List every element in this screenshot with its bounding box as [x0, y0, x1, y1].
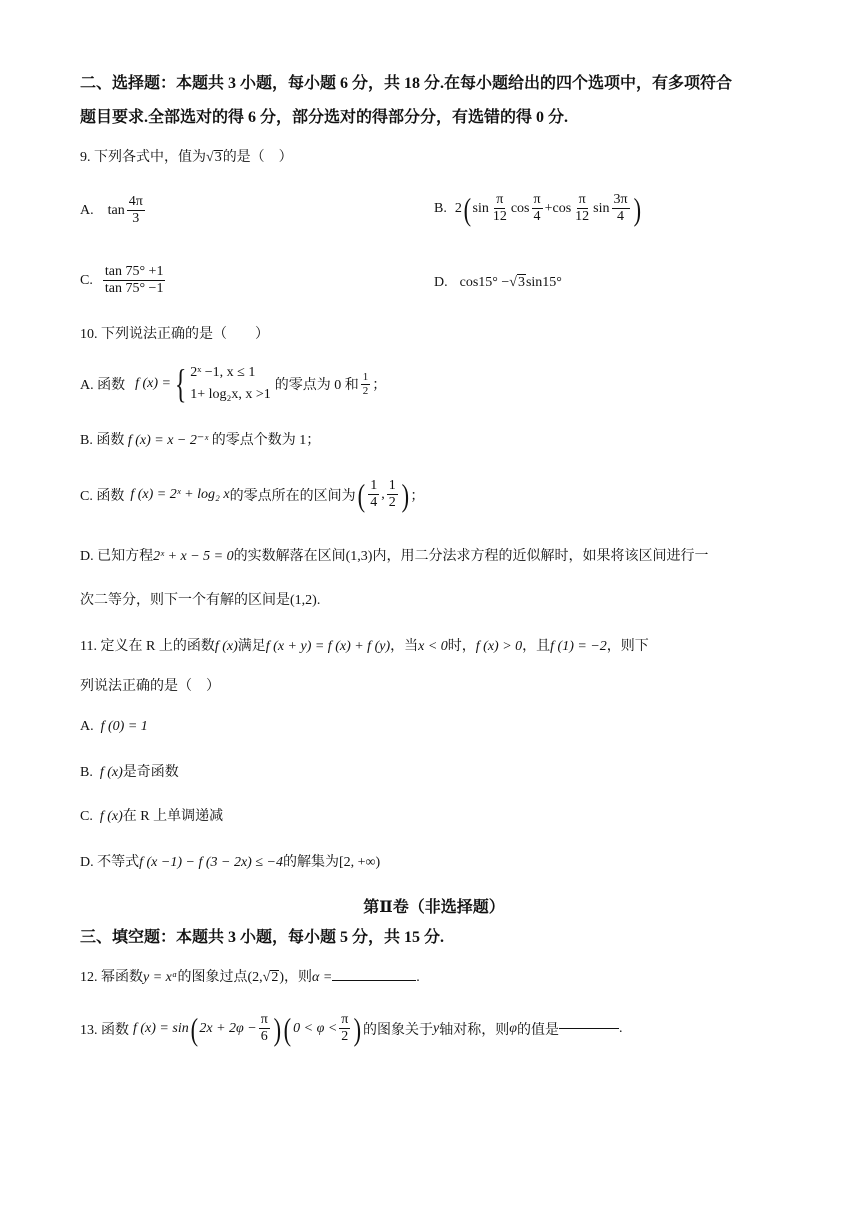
q13-text3: 轴对称，则 — [439, 1022, 510, 1038]
q11-text3: ，当 — [390, 639, 419, 654]
q12-point-a: (2, — [247, 970, 263, 985]
q9-d-expr-b: sin15° — [525, 274, 562, 290]
q11-pos: f (x) > 0 — [475, 639, 523, 654]
q10-a-case2: 1+ log₂x, x >1 — [190, 387, 271, 403]
q13-end: . — [618, 1020, 623, 1036]
q11-option-a — [80, 720, 148, 734]
q9-d-sqrt: √ 3 — [509, 275, 525, 290]
q10-c-end: ； — [410, 488, 425, 504]
q9-b-expr: 2 ( sin $\frac{\pi}{12}$ cos $\frac{\pi}{4}$ +cos $\frac{\pi}{12}$ sin $\frac{3\pi}{4}$ ) — [454, 190, 641, 227]
q13-stem: 13. 函数 f (x) = sin ( 2x + 2φ − $\frac{\pi}{6}$ ) ( 0 < φ < $\frac{\pi}{2}$ ) 的图象关于 y 轴对称，则 φ 的值是 . — [80, 1010, 623, 1047]
q11-text5: ，且 — [522, 639, 551, 654]
q10-b-prefix: B. 函数 — [80, 433, 125, 448]
q11-text2: 满足 — [237, 639, 266, 654]
q11-f1: f (1) = −2 — [550, 639, 607, 654]
q11-option-b — [80, 766, 179, 780]
q9-option-d — [434, 274, 562, 291]
q10-d-text1: 的实数解落在区间 — [233, 549, 346, 564]
q9-c-fraction — [103, 264, 166, 297]
section3-heading: 三、填空题：本题共 3 小题，每小题 5 分，共 15 分. — [80, 929, 445, 946]
q10-d-text3: 次二等分，则下一个有解的区间是 — [80, 593, 290, 608]
q9-d-sqrt-value: 3 — [517, 275, 525, 290]
q11-d-label: D. 不等式 — [80, 855, 140, 870]
q10-d-eq: 2ˣ + x − 5 = 0 — [153, 549, 234, 564]
q10-d-prefix: D. 已知方程 — [80, 549, 154, 564]
q9-c-num: tan 75° +1 — [103, 264, 166, 281]
q10-option-d-line1 — [80, 550, 708, 564]
q13-text2: 的图象关于 — [363, 1022, 433, 1038]
q10-option-d-line2 — [80, 594, 320, 608]
q11-b-text: 是奇函数 — [122, 765, 179, 780]
q10-a-half: $\frac{1}{2}$ — [362, 371, 369, 397]
q10-b-expr: f (x) = x − 2⁻ˣ — [127, 433, 209, 448]
q11-d-text: 的解集为 — [282, 855, 339, 870]
q9-c-den: tan 75° −1 — [104, 281, 164, 297]
q10-stem: 10. 下列说法正确的是（ ） — [80, 327, 269, 342]
q9-stem-text: 9. 下列各式中，值为 — [80, 150, 206, 165]
q11-a-expr: f (0) = 1 — [100, 719, 148, 734]
q10-b-suffix: 的零点个数为 1； — [211, 433, 321, 448]
q9-sqrt3-value: 3 — [214, 150, 222, 165]
q9-d-label: D. — [434, 274, 448, 290]
q13-fn: f (x) = sin — [133, 1020, 189, 1036]
q12-answer-blank[interactable] — [332, 980, 416, 981]
q13-y: y — [433, 1020, 440, 1036]
q10-option-b — [80, 434, 320, 448]
q13-cond: 0 < φ < — [293, 1020, 338, 1036]
q9-b-label: B. — [434, 200, 447, 216]
q12-stem — [80, 970, 420, 985]
q9-option-b — [434, 192, 642, 225]
q11-eq: f (x + y) = f (x) + f (y) — [265, 639, 391, 654]
q9-option-a — [80, 194, 147, 227]
q9-stem — [80, 150, 293, 165]
q13-text1: 13. 函数 — [80, 1022, 129, 1038]
q13-answer-blank[interactable] — [559, 1028, 619, 1029]
q10-d-text2: 内，用二分法求方程的近似解时，如果将该区间进行一 — [372, 549, 709, 564]
q12-sqrt2: √ 2 — [262, 970, 279, 985]
q9-option-c — [80, 264, 167, 297]
q11-stem-line2: 列说法正确的是（ ） — [80, 679, 220, 694]
q9-c-label: C. — [80, 272, 93, 288]
q9-a-den: 3 — [132, 211, 140, 227]
q11-d-set: [2, +∞) — [338, 855, 381, 870]
q10-a-suffix: 的零点为 0 和 — [274, 378, 359, 394]
q11-c-text: 在 R 上单调递减 — [122, 809, 224, 824]
q11-option-d — [80, 856, 380, 870]
q10-a-end: ； — [372, 378, 387, 394]
q12-point-b: ) — [279, 970, 284, 985]
q10-a-prefix: A. 函数 — [80, 378, 126, 394]
q10-c-expr: f (x) = 2ˣ + log₂ x — [130, 486, 230, 502]
q9-stem-end: 的是（ ） — [222, 150, 293, 165]
q13-inner: 2x + 2φ − — [199, 1020, 257, 1036]
q10-d-interval: (1,3) — [345, 549, 373, 564]
q11-c-expr: f (x) — [99, 809, 123, 824]
q12-text2: 的图象过点 — [177, 970, 248, 985]
q12-fn: y = xᵅ — [143, 970, 178, 985]
q9-d-expr-a: cos15° − — [459, 274, 510, 290]
q9-sqrt3: √ 3 — [206, 150, 222, 165]
q13-text4: 的值是 — [516, 1022, 559, 1038]
section2-heading-line1: 二、选择题：本题共 3 小题，每小题 6 分，共 18 分.在每小题给出的四个选项中，有多项符合 — [80, 75, 733, 92]
q11-b-expr: f (x) — [99, 765, 123, 780]
q11-a-label: A. — [80, 719, 94, 734]
q13-phi: φ — [509, 1020, 517, 1036]
q10-a-cases — [190, 362, 271, 407]
q11-stem-line1 — [80, 640, 649, 654]
q11-fx: f (x) — [214, 639, 238, 654]
q10-d-end: . — [316, 593, 321, 608]
q11-text6: ，则下 — [606, 639, 649, 654]
q9-a-fraction — [127, 194, 145, 227]
q11-option-c — [80, 810, 223, 824]
part2-title: 第Ⅱ卷（非选择题） — [363, 899, 505, 916]
q11-d-expr: f (x −1) − f (3 − 2x) ≤ −4 — [139, 855, 283, 870]
q10-c-prefix: C. 函数 — [80, 488, 125, 504]
q11-text4: 时， — [447, 639, 476, 654]
q9-a-label: A. — [80, 202, 94, 218]
q10-option-c: C. 函数 f (x) = 2ˣ + log₂ x 的零点所在的区间为 ( $\frac{1}{4}$ , $\frac{1}{2}$ ) ； — [80, 476, 425, 513]
q11-b-label: B. — [80, 765, 93, 780]
q10-option-a — [80, 362, 386, 407]
q11-cond: x < 0 — [418, 639, 448, 654]
q9-a-fn: tan — [107, 202, 125, 218]
q9-a-num: 4π — [127, 194, 145, 211]
q12-text3: ，则 — [283, 970, 312, 985]
q11-text1: 11. 定义在 R 上的函数 — [80, 639, 215, 654]
q10-a-fx: f (x) = — [135, 376, 171, 392]
q10-a-case1: 2ˣ −1, x ≤ 1 — [190, 365, 256, 380]
q11-c-label: C. — [80, 809, 93, 824]
q10-a-brace: { — [174, 361, 187, 407]
q10-c-suffix: 的零点所在的区间为 — [229, 488, 356, 504]
q12-end: . — [416, 970, 420, 985]
section2-heading-line2: 题目要求.全部选对的得 6 分，部分选对的得部分分，有选错的得 0 分. — [80, 109, 569, 126]
q12-alpha: α = — [311, 970, 333, 985]
q12-text1: 12. 幂函数 — [80, 970, 143, 985]
q10-d-interval2: (1,2) — [290, 593, 317, 608]
